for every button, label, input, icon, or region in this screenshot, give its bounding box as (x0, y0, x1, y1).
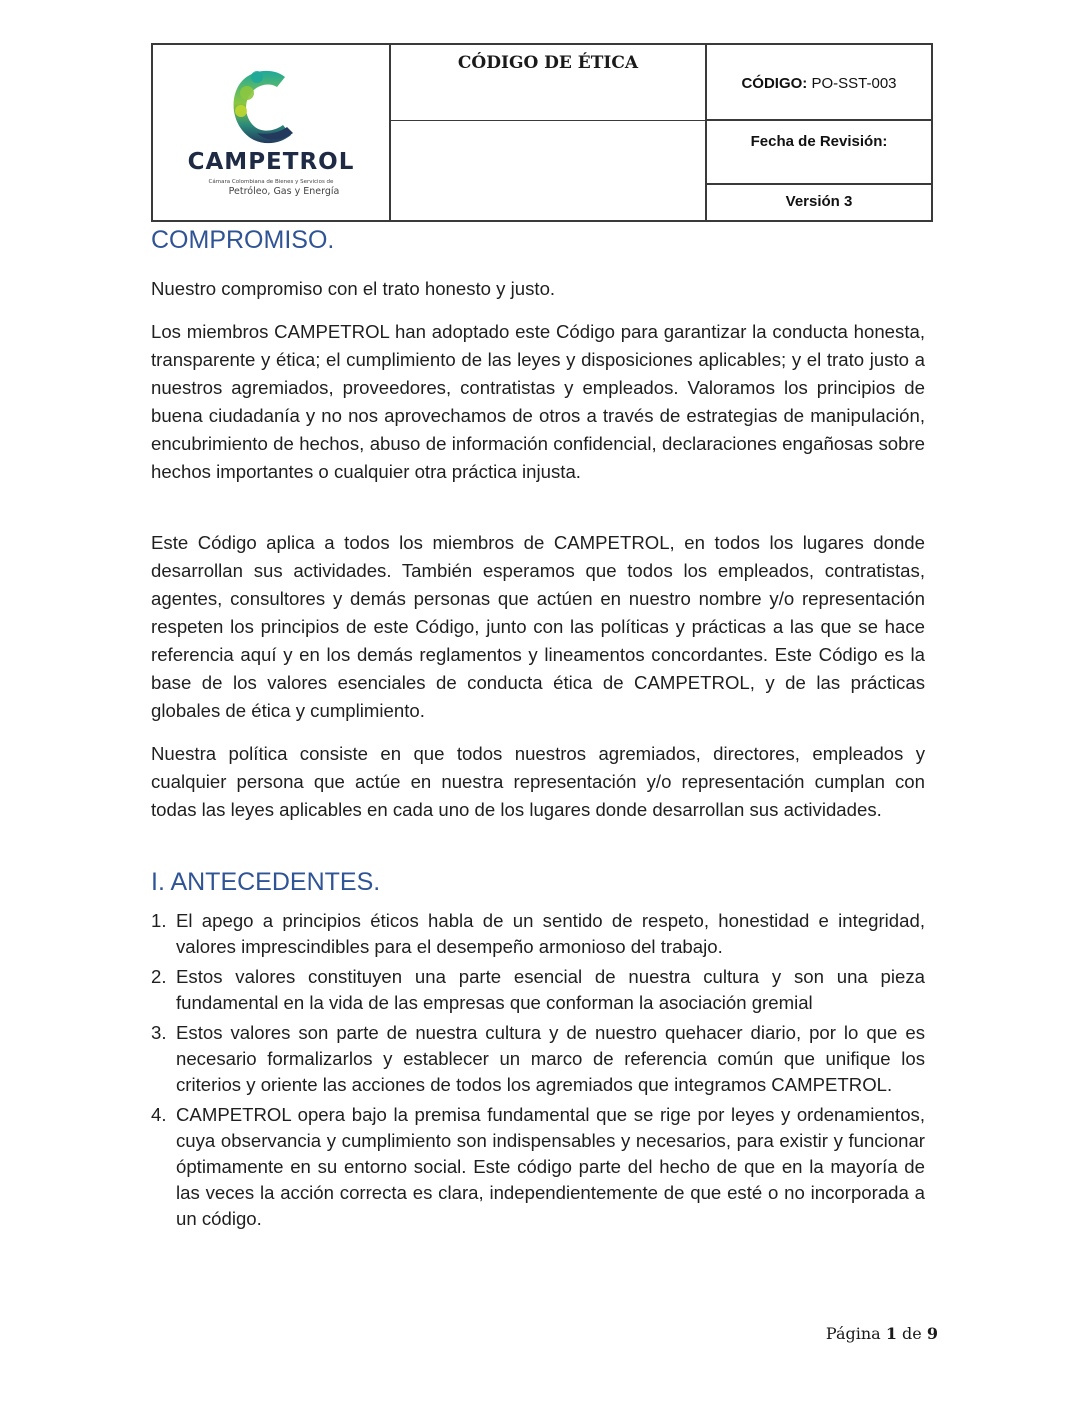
logo-subtitle-line2: Petróleo, Gas y Energía (228, 186, 340, 197)
version-label: Versión 3 (785, 193, 853, 210)
logo-subtitle-line1: Cámara Colombiana de Bienes y Servicios de (208, 179, 334, 185)
paragraph-scope: Este Código aplica a todos los miembros de CAMPETROL, en todos los lugares donde desarrollan sus actividades. También esperamos que todos los empleados, contratistas, agentes, consultores y demás personas que actúen en nuestro nombre y/o representación respeten los principios de este Código, junto con las políticas y prácticas a las que se hace referencia aquí y en los demás reglamentos y lineamentos concordantes. Este Código es la base de los valores esenciales de conducta ética de CAMPETROL, y de las prácticas globales de ética y cumplimiento. (151, 532, 925, 721)
document-title: CÓDIGO DE ÉTICA (457, 53, 639, 73)
list-item: 1. El apego a principios éticos habla de un sentido de respeto, honestidad e integridad, valores imprescindibles para el desempeño armonioso del trabajo. (151, 910, 925, 957)
code-value: PO-SST-003 (811, 75, 897, 92)
document-header-table (151, 43, 933, 222)
empty-cell (391, 121, 707, 220)
revision-cell (707, 121, 931, 185)
list-item: 2. Estos valores constituyen una parte esencial de nuestra cultura y son una pieza fundamental en la vida de las empresas que conforman la asociación gremial (151, 966, 925, 1013)
paragraph-policy: Nuestra política consiste en que todos nuestros agremiados, directores, empleados y cualquier persona que actúe en nuestra representación y/o representación cumplan con todas las leyes aplicables en cada uno de los lugares donde desarrollan sus actividades. (151, 743, 925, 820)
document-code (707, 75, 931, 92)
section-heading-antecedentes: I. ANTECEDENTES. (151, 868, 381, 896)
version-cell (707, 185, 931, 220)
paragraph-members: Los miembros CAMPETROL han adoptado este Código para garantizar la conducta honesta, transparente y ética; el cumplimiento de las leyes y disposiciones aplicables; y el trato justo a nuestros agremiados, proveedores, contratistas y empleados. Valoramos los principios de buena ciudadanía y no nos aprovechamos de otros a través de estrategias de manipulación, encubrimiento de hechos, abuso de información confidencial, declaraciones engañosas sobre hechos importantes o cualquier otra práctica injusta. (151, 321, 925, 482)
page-number: Página 1 de 9 (825, 1324, 938, 1343)
section-heading-compromiso: COMPROMISO. (151, 226, 335, 254)
campetrol-logo-icon (227, 67, 299, 147)
logo-cell (153, 45, 391, 220)
revision-date-label: Fecha de Revisión: (750, 133, 888, 150)
antecedentes-list (151, 908, 925, 1236)
title-cell (391, 45, 707, 121)
code-label: CÓDIGO: (741, 75, 808, 92)
code-cell (707, 45, 931, 121)
list-item: 4. CAMPETROL opera bajo la premisa fundamental que se rige por leyes y ordenamientos, cuya observancia y cumplimiento son indispensables y necesarios, para existir y funcionar óptimamente en su entorno social. Este código parte del hecho de que en la mayoría de las veces la acción correcta es clara, independientemente de que esté o no incorporada a un código. (151, 1104, 925, 1229)
list-item: 3. Estos valores son parte de nuestra cultura y de nuestro quehacer diario, por lo que es necesario formalizarlos y establecer un marco de referencia común que unifique los criterios y oriente las acciones de todos los agremiados que integramos CAMPETROL. (151, 1022, 925, 1095)
logo-wordmark: CAMPETROL (187, 149, 355, 175)
paragraph-intro: Nuestro compromiso con el trato honesto y justo. (151, 278, 556, 299)
